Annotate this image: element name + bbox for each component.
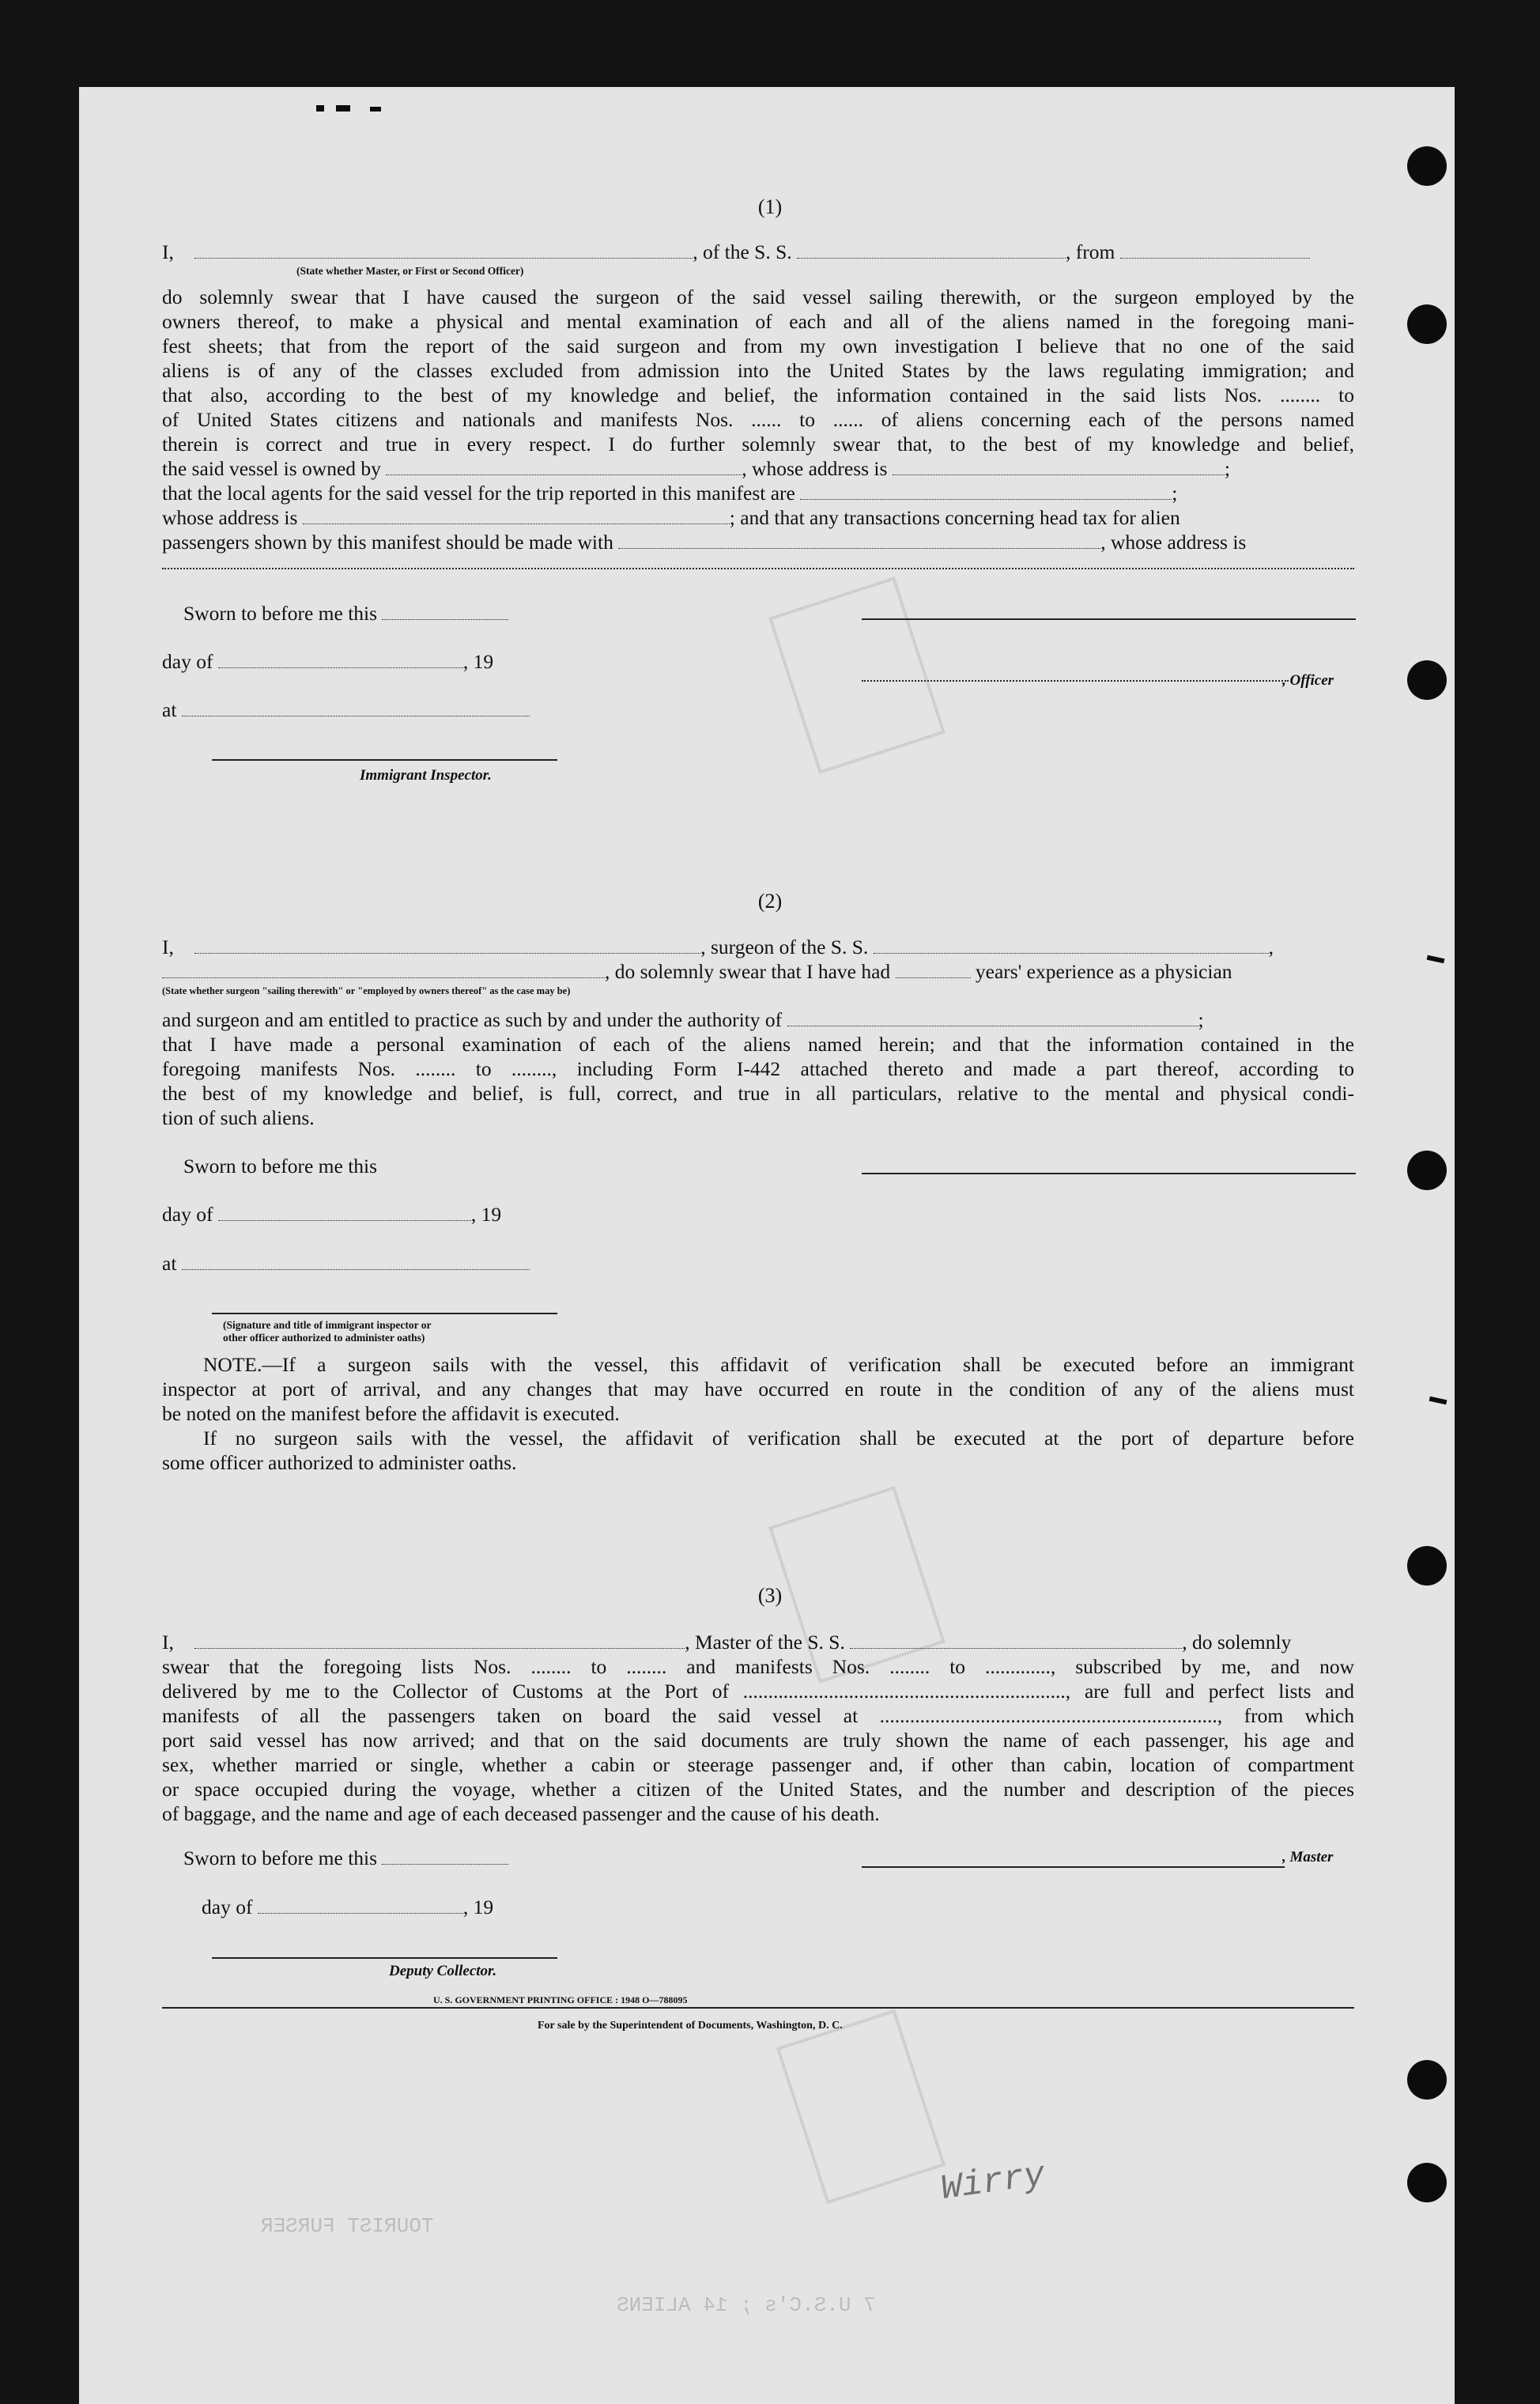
section-3-line: swear that the foregoing lists Nos. ........ to ........ and manifests Nos. ........ to ............., subscribed by me, and now	[162, 1655, 1354, 1678]
section-2-line: foregoing manifests Nos. ........ to ........, including Form I-442 attached thereto and made a part thereof, according to	[162, 1057, 1354, 1080]
section-3-oath-line: I, , Master of the S. S. , do solemnly	[162, 1631, 1292, 1654]
local-agents-field[interactable]	[800, 483, 1172, 500]
signature-note-1: (Signature and title of immigrant inspector or	[223, 1319, 432, 1331]
owner-address-label: , whose address is	[742, 457, 888, 480]
section-2-oath-line: I, , surgeon of the S. S. ,	[162, 936, 1274, 958]
binder-hole	[1407, 146, 1447, 186]
section-3-last-line: of baggage, and the name and age of each deceased passenger and the cause of his death.	[162, 1802, 880, 1825]
binder-hole	[1407, 1151, 1447, 1190]
section-3-line: port said vessel has now arrived; and that on the said documents are truly shown the name of each passenger, his age and	[162, 1729, 1354, 1752]
head-tax-line	[162, 530, 1354, 554]
section-1-at: at	[162, 697, 636, 722]
years-field[interactable]	[896, 962, 971, 978]
inspector-label: Immigrant Inspector.	[360, 767, 492, 784]
no-surgeon-paragraph	[162, 1426, 1354, 1450]
deputy-collector-label: Deputy Collector.	[389, 1963, 497, 1979]
section-3-body	[162, 1654, 1354, 1801]
footer-rule	[162, 2007, 1354, 2009]
sworn-month-field[interactable]	[218, 652, 463, 668]
note-line: inspector at port of arrival, and any changes that may have occurred en route in the condition of any of the aliens must	[162, 1378, 1354, 1400]
agents-address-field[interactable]	[303, 508, 730, 524]
section-2-number: (2)	[757, 890, 783, 913]
head-tax-party-field[interactable]	[618, 532, 1100, 549]
master-of-label: , Master of the S. S.	[685, 1631, 845, 1654]
from-label: , from	[1066, 240, 1115, 263]
section-2-place-field[interactable]	[182, 1253, 530, 1270]
head-tax-address-label: , whose address is	[1100, 531, 1247, 554]
local-agents-label: that the local agents for the said vessel for the trip reported in this manifest are	[162, 482, 795, 505]
section-2-at: at	[162, 1251, 636, 1276]
head-tax-label: ; and that any transactions concerning head tax for alien	[729, 506, 1180, 529]
inspector-signature-line[interactable]	[212, 759, 557, 761]
section-2-line: the best of my knowledge and belief, is full, correct, and true in all particulars, relative to the mental and physical condi-	[162, 1082, 1354, 1105]
section-1-line: do solemnly swear that I have caused the surgeon of the said vessel sailing therewith, or the surgeon employed by the	[162, 285, 1354, 308]
section-3-day: day of , 19	[202, 1896, 494, 1918]
surgeon-signature-line[interactable]	[862, 1173, 1356, 1174]
i-label: I,	[162, 240, 174, 263]
section-2-body	[162, 1032, 1354, 1106]
owner-line: the said vessel is owned by , whose address is ;	[162, 457, 1230, 480]
officer-title-field[interactable]	[862, 680, 1289, 682]
section-3-number: (3)	[757, 1584, 783, 1607]
officer-name-field[interactable]	[194, 242, 693, 259]
sworn-day-field[interactable]	[382, 603, 508, 620]
section-1-line: fest sheets; that from the report of the said surgeon and from my own investigation I believe that no one of the said	[162, 335, 1354, 357]
section-2-sworn: Sworn to before me this	[183, 1155, 378, 1177]
practice-line: and surgeon and am entitled to practice as such by and under the authority of ;	[162, 1008, 1204, 1031]
section-2-month-field[interactable]	[218, 1204, 471, 1221]
surgeon-vessel-field[interactable]	[874, 937, 1269, 954]
surgeon-name-field[interactable]	[194, 937, 700, 954]
edge-mark	[336, 105, 350, 112]
binder-hole	[1407, 2163, 1447, 2202]
note-paragraph	[162, 1352, 1354, 1401]
owned-by-label: the said vessel is owned by	[162, 457, 381, 480]
section-3-sworn: Sworn to before me this	[183, 1846, 658, 1870]
section-3-line: manifests of all the passengers taken on board the said vessel at ..................................................................., from which	[162, 1704, 1354, 1727]
section-1-body	[162, 285, 1354, 456]
surgeon-status-field[interactable]	[162, 962, 605, 978]
owner-field[interactable]	[386, 459, 742, 475]
edge-mark	[370, 107, 381, 112]
signature-note-2: other officer authorized to administer oaths)	[223, 1332, 425, 1344]
master-signature-line[interactable]	[862, 1866, 1285, 1868]
section-1-oath-line	[162, 240, 1354, 264]
passengers-shown-label: passengers shown by this manifest should be made with	[162, 531, 613, 554]
section-1-number: (1)	[757, 195, 783, 218]
sworn-place-field[interactable]	[182, 700, 530, 716]
note-last-line: be noted on the manifest before the affidavit is executed.	[162, 1402, 620, 1425]
handwritten-initials: Wirry	[938, 2156, 1047, 2209]
head-tax-address-field[interactable]	[162, 568, 1354, 569]
section-1-sworn: Sworn to before me this	[183, 601, 658, 626]
departure-port-field[interactable]	[1120, 242, 1310, 259]
section-3-line: or space occupied during the voyage, whether a citizen of the United States, and the number and description of the pieces	[162, 1778, 1354, 1801]
binder-hole	[1407, 304, 1447, 344]
surgeon-of-label: , surgeon of the S. S.	[700, 936, 869, 958]
section-1-line: owners thereof, to make a physical and mental examination of each and all of the aliens named in the foregoing mani-	[162, 310, 1354, 333]
agents-address-line	[162, 505, 1354, 530]
section-1-line: therein is correct and true in every respect. I do further solemnly swear that, to the best of my knowledge and belief,	[162, 433, 1354, 455]
section-1-state-note: (State whether Master, or First or Second Officer)	[296, 265, 524, 277]
binder-hole	[1407, 1546, 1447, 1586]
bleed-text: 7 U.S.C's ; 14 ALIENS	[617, 2293, 876, 2317]
section-1-line: that also, according to the best of my knowledge and belief, the information contained in the said lists Nos. ........ to	[162, 384, 1354, 406]
binder-hole	[1407, 2060, 1447, 2100]
section-2-last-line: tion of such aliens.	[162, 1106, 315, 1129]
section-1-day: day of , 19	[162, 650, 494, 673]
section-2-years-line: , do solemnly swear that I have had years' experience as a physician	[162, 959, 1354, 984]
agents-line: that the local agents for the said vessel for the trip reported in this manifest are ;	[162, 482, 1178, 505]
for-sale-note: For sale by the Superintendent of Documents, Washington, D. C.	[538, 2020, 843, 2032]
master-name-field[interactable]	[194, 1632, 685, 1649]
section-2-line: that I have made a personal examination of each of the aliens named herein; and that the information contained in the	[162, 1033, 1354, 1056]
bleed-text: TOURIST FURSER	[261, 2214, 434, 2238]
oath-officer-signature-line[interactable]	[212, 1313, 557, 1314]
section-3-line: sex, whether married or single, whether a cabin or steerage passenger and, if other than cabin, location of compartment	[162, 1753, 1354, 1776]
no-surgeon-line: If no surgeon sails with the vessel, the affidavit of verification shall be executed at the port of departure before	[203, 1427, 1354, 1450]
section-1-line: of United States citizens and nationals and manifests Nos. ...... to ...... of aliens concerning each of the persons named	[162, 408, 1354, 431]
no-surgeon-last-line: some officer authorized to administer oaths.	[162, 1451, 517, 1474]
section-2-day: day of , 19	[162, 1203, 502, 1226]
officer-signature-line[interactable]	[862, 618, 1356, 620]
section-1-line: aliens is of any of the classes excluded from admission into the United States by the laws regulating immigration; and	[162, 359, 1354, 382]
section-2-state-note: (State whether surgeon "sailing therewith" or "employed by owners thereof" as the case may be)	[162, 985, 571, 996]
agents-address-label: whose address is	[162, 506, 298, 529]
vessel-name-field[interactable]	[797, 242, 1066, 259]
authority-field[interactable]	[787, 1010, 1198, 1026]
owner-address-field[interactable]	[893, 459, 1225, 475]
section-3-day-field[interactable]	[382, 1848, 508, 1865]
note-line: NOTE.—If a surgeon sails with the vessel, this affidavit of verification shall be executed before an immigrant	[203, 1353, 1354, 1376]
officer-label: , Officer	[1282, 672, 1334, 689]
binder-hole	[1407, 660, 1447, 700]
edge-mark	[316, 105, 324, 112]
gpo-imprint: U. S. GOVERNMENT PRINTING OFFICE : 1948 O—788095	[433, 1994, 688, 2005]
master-label: , Master	[1282, 1849, 1334, 1865]
deputy-collector-signature-line[interactable]	[212, 1957, 557, 1959]
of-ss-label: , of the S. S.	[693, 240, 792, 263]
section-3-month-field[interactable]	[258, 1897, 463, 1914]
master-vessel-field[interactable]	[850, 1632, 1182, 1649]
section-3-line: delivered by me to the Collector of Customs at the Port of ................................................................, are full and perfect lists and	[162, 1680, 1354, 1703]
